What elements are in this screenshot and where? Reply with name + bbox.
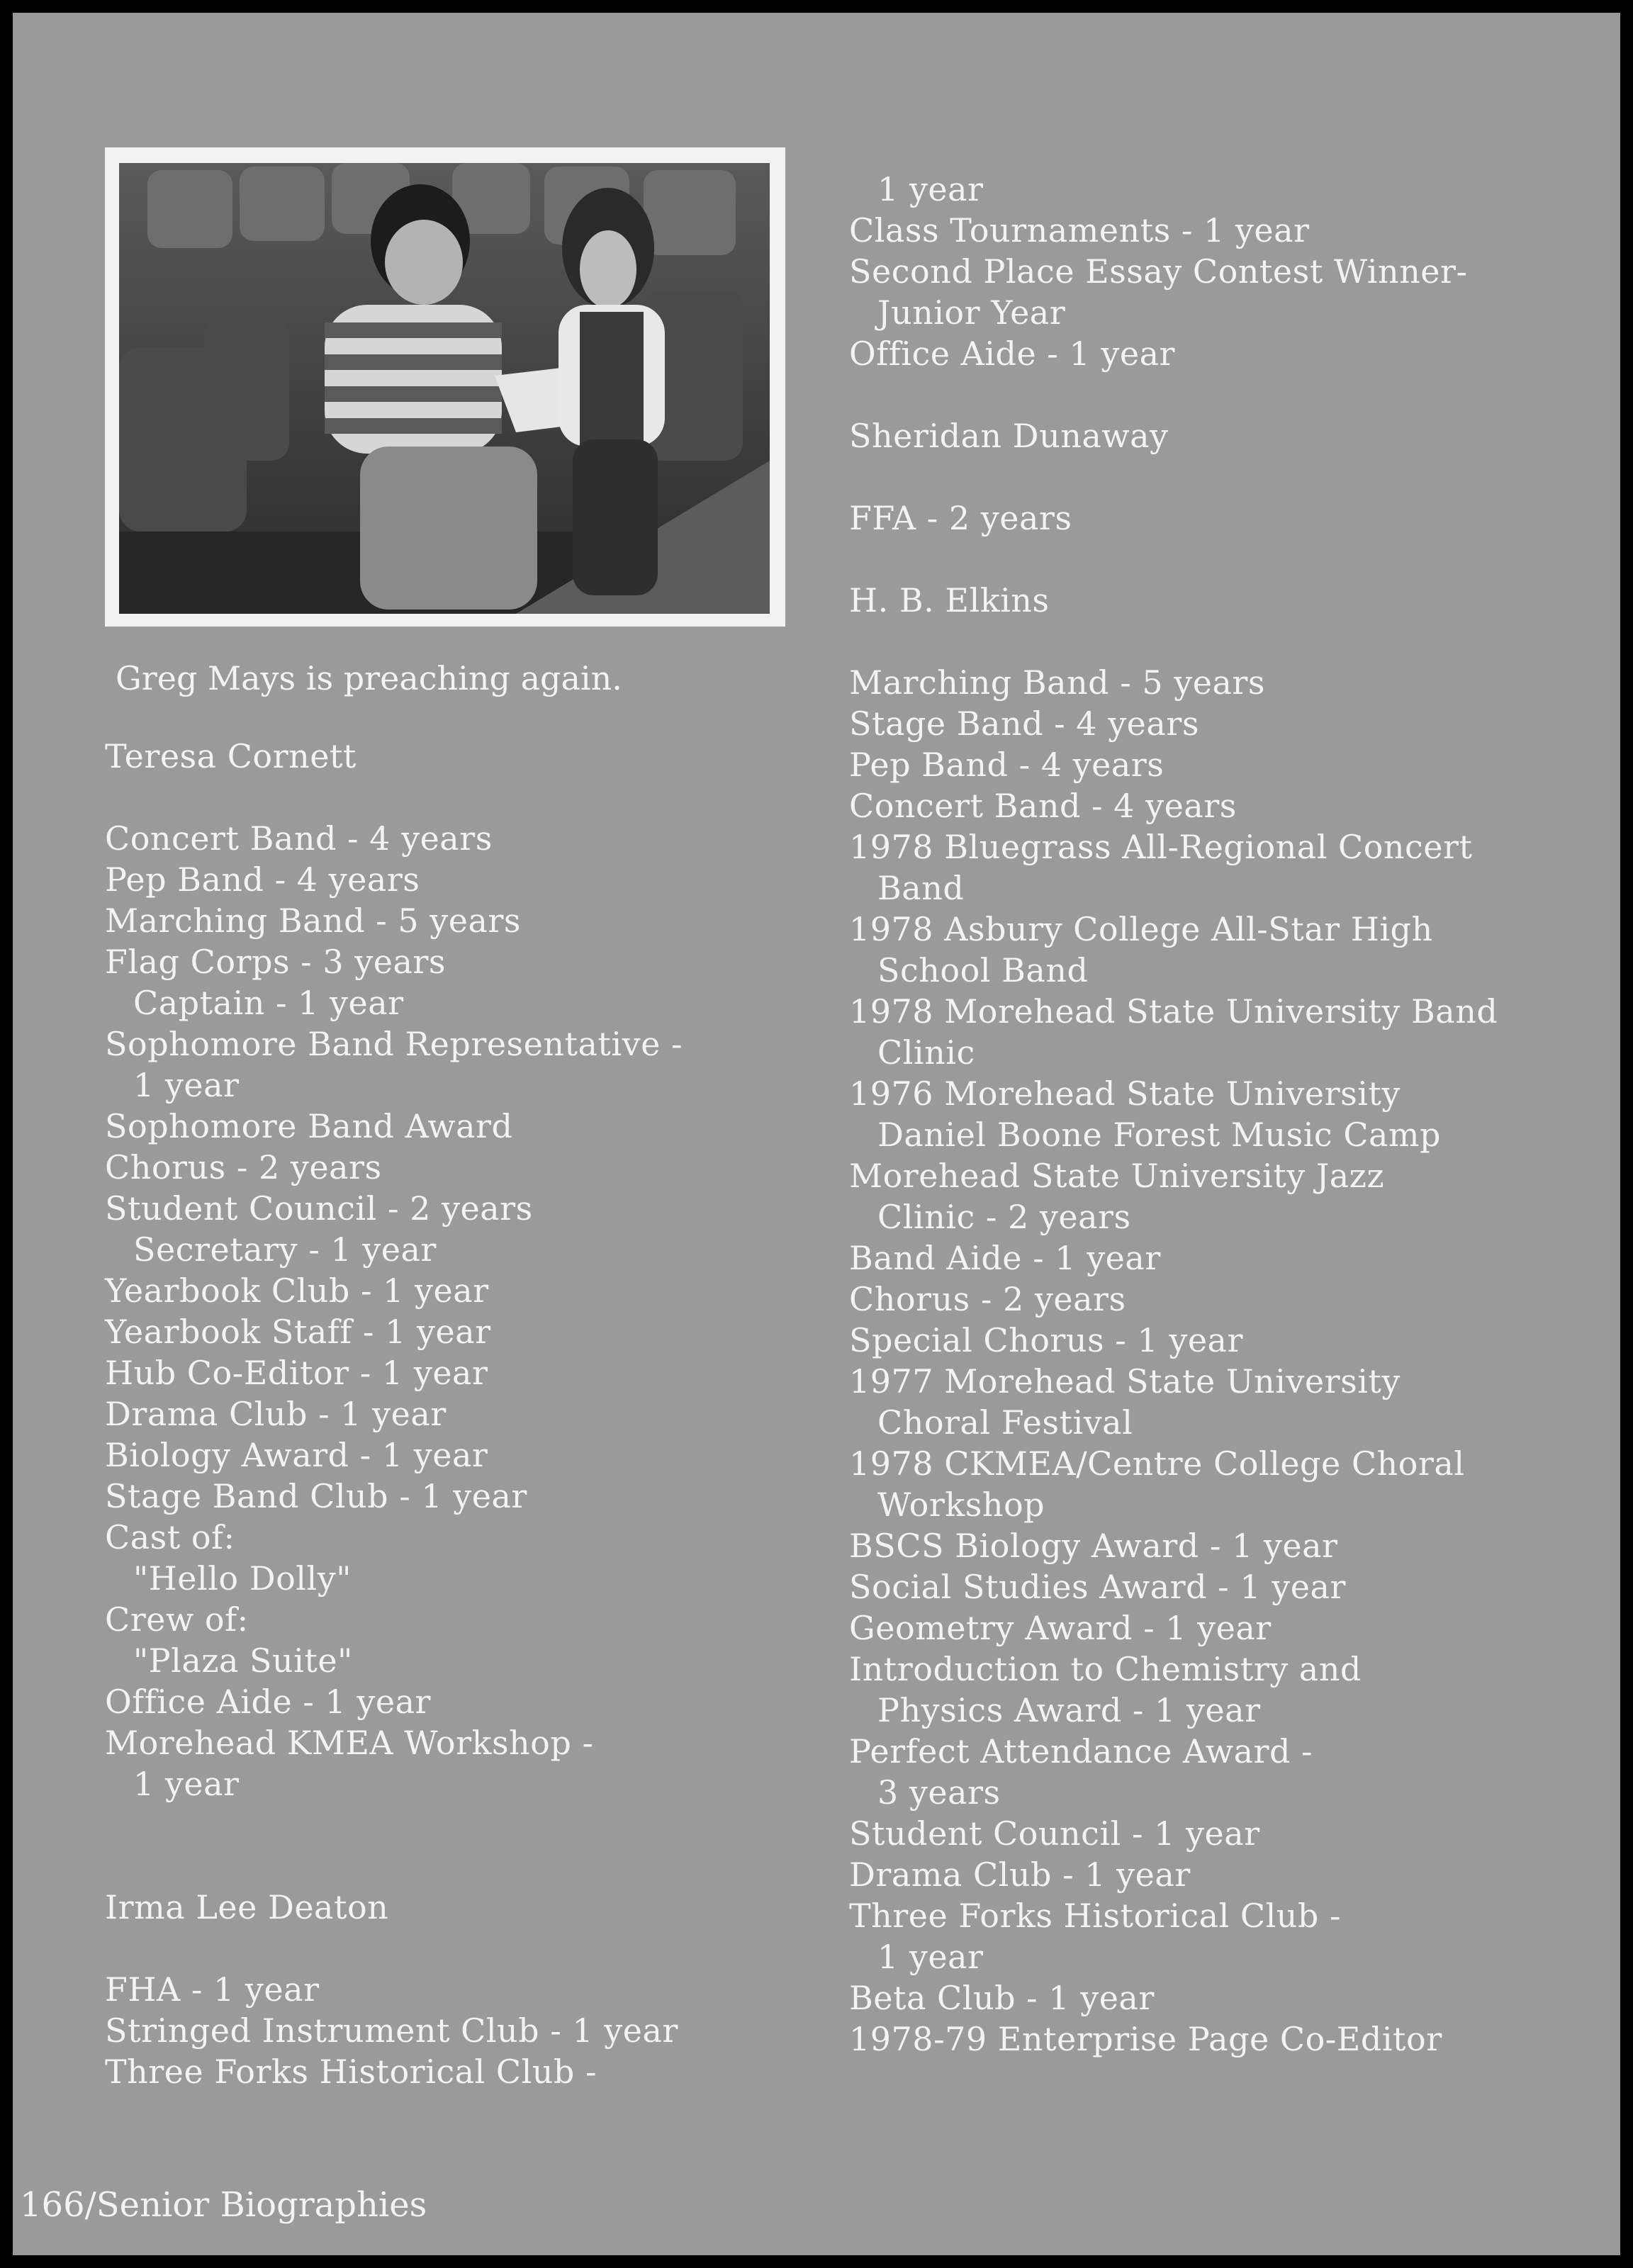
activity-continuation: Workshop	[877, 1486, 1045, 1524]
activity-item: Stage Band Club - 1 year	[105, 1477, 527, 1515]
activity-item: Concert Band - 4 years	[105, 819, 493, 858]
page-footer: 166/Senior Biographies	[20, 2185, 427, 2225]
activity-item: Beta Club - 1 year	[849, 1979, 1155, 2017]
photo-frame	[105, 147, 785, 627]
activity-item: 1977 Morehead State University	[849, 1362, 1401, 1400]
activity-item: Perfect Attendance Award -	[849, 1732, 1313, 1770]
activity-continuation: 1 year	[877, 1938, 984, 1976]
activity-item: Hub Co-Editor - 1 year	[105, 1354, 488, 1392]
activity-continuation: 1 year	[133, 1066, 240, 1104]
activity-continuation: 1 year	[133, 1765, 240, 1803]
section-spacer	[849, 374, 1600, 415]
activity-continuation: Clinic	[877, 1033, 975, 1072]
activity-item: BSCS Biology Award - 1 year	[849, 1527, 1338, 1565]
activity-item: FFA - 2 years	[849, 499, 1072, 537]
activity-item: Stage Band - 4 years	[849, 704, 1199, 743]
student-name: Teresa Cornett	[105, 737, 357, 775]
activity-continuation: "Hello Dolly"	[133, 1559, 352, 1598]
activity-item: Sophomore Band Award	[105, 1107, 513, 1145]
activity-continuation: Captain - 1 year	[133, 984, 404, 1022]
auditorium-photo	[119, 163, 770, 614]
activity-item: Student Council - 1 year	[849, 1814, 1260, 1853]
activity-item: Chorus - 2 years	[849, 1280, 1126, 1318]
photo-caption: Greg Mays is preaching again.	[116, 659, 622, 697]
activity-item: Drama Club - 1 year	[849, 1856, 1191, 1894]
activity-item: Stringed Instrument Club - 1 year	[105, 2011, 678, 2050]
left-column	[105, 736, 785, 2092]
activity-continuation: Physics Award - 1 year	[877, 1691, 1261, 1729]
activity-continuation: School Band	[877, 951, 1089, 989]
activity-item: 1978 Asbury College All-Star High	[849, 910, 1433, 948]
activity-item: Three Forks Historical Club -	[849, 1897, 1342, 1935]
activity-continuation: "Plaza Suite"	[133, 1641, 353, 1680]
activity-item: 1978 CKMEA/Centre College Choral	[849, 1444, 1465, 1483]
activity-continuation: Daniel Boone Forest Music Camp	[877, 1116, 1442, 1154]
activity-item: Band Aide - 1 year	[849, 1239, 1161, 1277]
name-spacer	[849, 456, 1600, 498]
photo-illustration	[119, 163, 770, 614]
activity-item: Second Place Essay Contest Winner-	[849, 252, 1468, 291]
activity-item: Biology Award - 1 year	[105, 1436, 488, 1474]
activity-item: Office Aide - 1 year	[105, 1683, 431, 1721]
name-spacer	[105, 1928, 785, 1969]
activity-item: Concert Band - 4 years	[849, 787, 1237, 825]
activity-continuation: Secretary - 1 year	[133, 1230, 437, 1269]
activity-item: Social Studies Award - 1 year	[849, 1568, 1346, 1606]
activity-item: 1976 Morehead State University	[849, 1074, 1401, 1113]
activity-item: Morehead KMEA Workshop -	[105, 1724, 594, 1762]
activity-continuation: Clinic - 2 years	[877, 1198, 1131, 1236]
student-name: Irma Lee Deaton	[105, 1888, 389, 1926]
activity-item: Yearbook Staff - 1 year	[105, 1313, 491, 1351]
student-name: H. B. Elkins	[849, 581, 1050, 619]
activity-continuation: 1 year	[877, 170, 984, 208]
activity-continuation: Junior Year	[877, 293, 1066, 332]
yearbook-page	[13, 13, 1620, 2255]
right-column	[849, 169, 1600, 2060]
activity-continuation: Band	[877, 869, 965, 907]
student-name: Sheridan Dunaway	[849, 417, 1169, 455]
name-spacer	[105, 777, 785, 818]
activity-item: Pep Band - 4 years	[105, 860, 420, 899]
section-spacer	[849, 539, 1600, 580]
activity-item: Drama Club - 1 year	[105, 1395, 447, 1433]
activity-item: Marching Band - 5 years	[849, 663, 1266, 702]
activity-item: Geometry Award - 1 year	[849, 1609, 1272, 1647]
activity-item: FHA - 1 year	[105, 1970, 320, 2009]
activity-item: Pep Band - 4 years	[849, 746, 1165, 784]
section-spacer	[105, 1804, 785, 1887]
activity-item: 1978 Bluegrass All-Regional Concert	[849, 828, 1473, 866]
activity-item: Introduction to Chemistry and	[849, 1650, 1362, 1688]
activity-item: 1978 Morehead State University Band	[849, 992, 1498, 1031]
activity-item: Three Forks Historical Club -	[105, 2053, 597, 2091]
name-spacer	[849, 621, 1600, 662]
activity-item: Special Chorus - 1 year	[849, 1321, 1243, 1359]
activity-item: Flag Corps - 3 years	[105, 943, 446, 981]
activity-item: Cast of:	[105, 1518, 235, 1556]
activity-item: Yearbook Club - 1 year	[105, 1271, 489, 1310]
activity-item: Crew of:	[105, 1600, 249, 1639]
activity-item: Student Council - 2 years	[105, 1189, 533, 1228]
activity-item: 1978-79 Enterprise Page Co-Editor	[849, 2020, 1442, 2058]
activity-item: Chorus - 2 years	[105, 1148, 382, 1186]
activity-item: Morehead State University Jazz	[849, 1157, 1385, 1195]
activity-continuation: Choral Festival	[877, 1403, 1133, 1442]
activity-item: Class Tournaments - 1 year	[849, 211, 1310, 249]
activity-item: Sophomore Band Representative -	[105, 1025, 683, 1063]
activity-item: Marching Band - 5 years	[105, 902, 522, 940]
activity-continuation: 3 years	[877, 1773, 1001, 1812]
activity-item: Office Aide - 1 year	[849, 335, 1175, 373]
